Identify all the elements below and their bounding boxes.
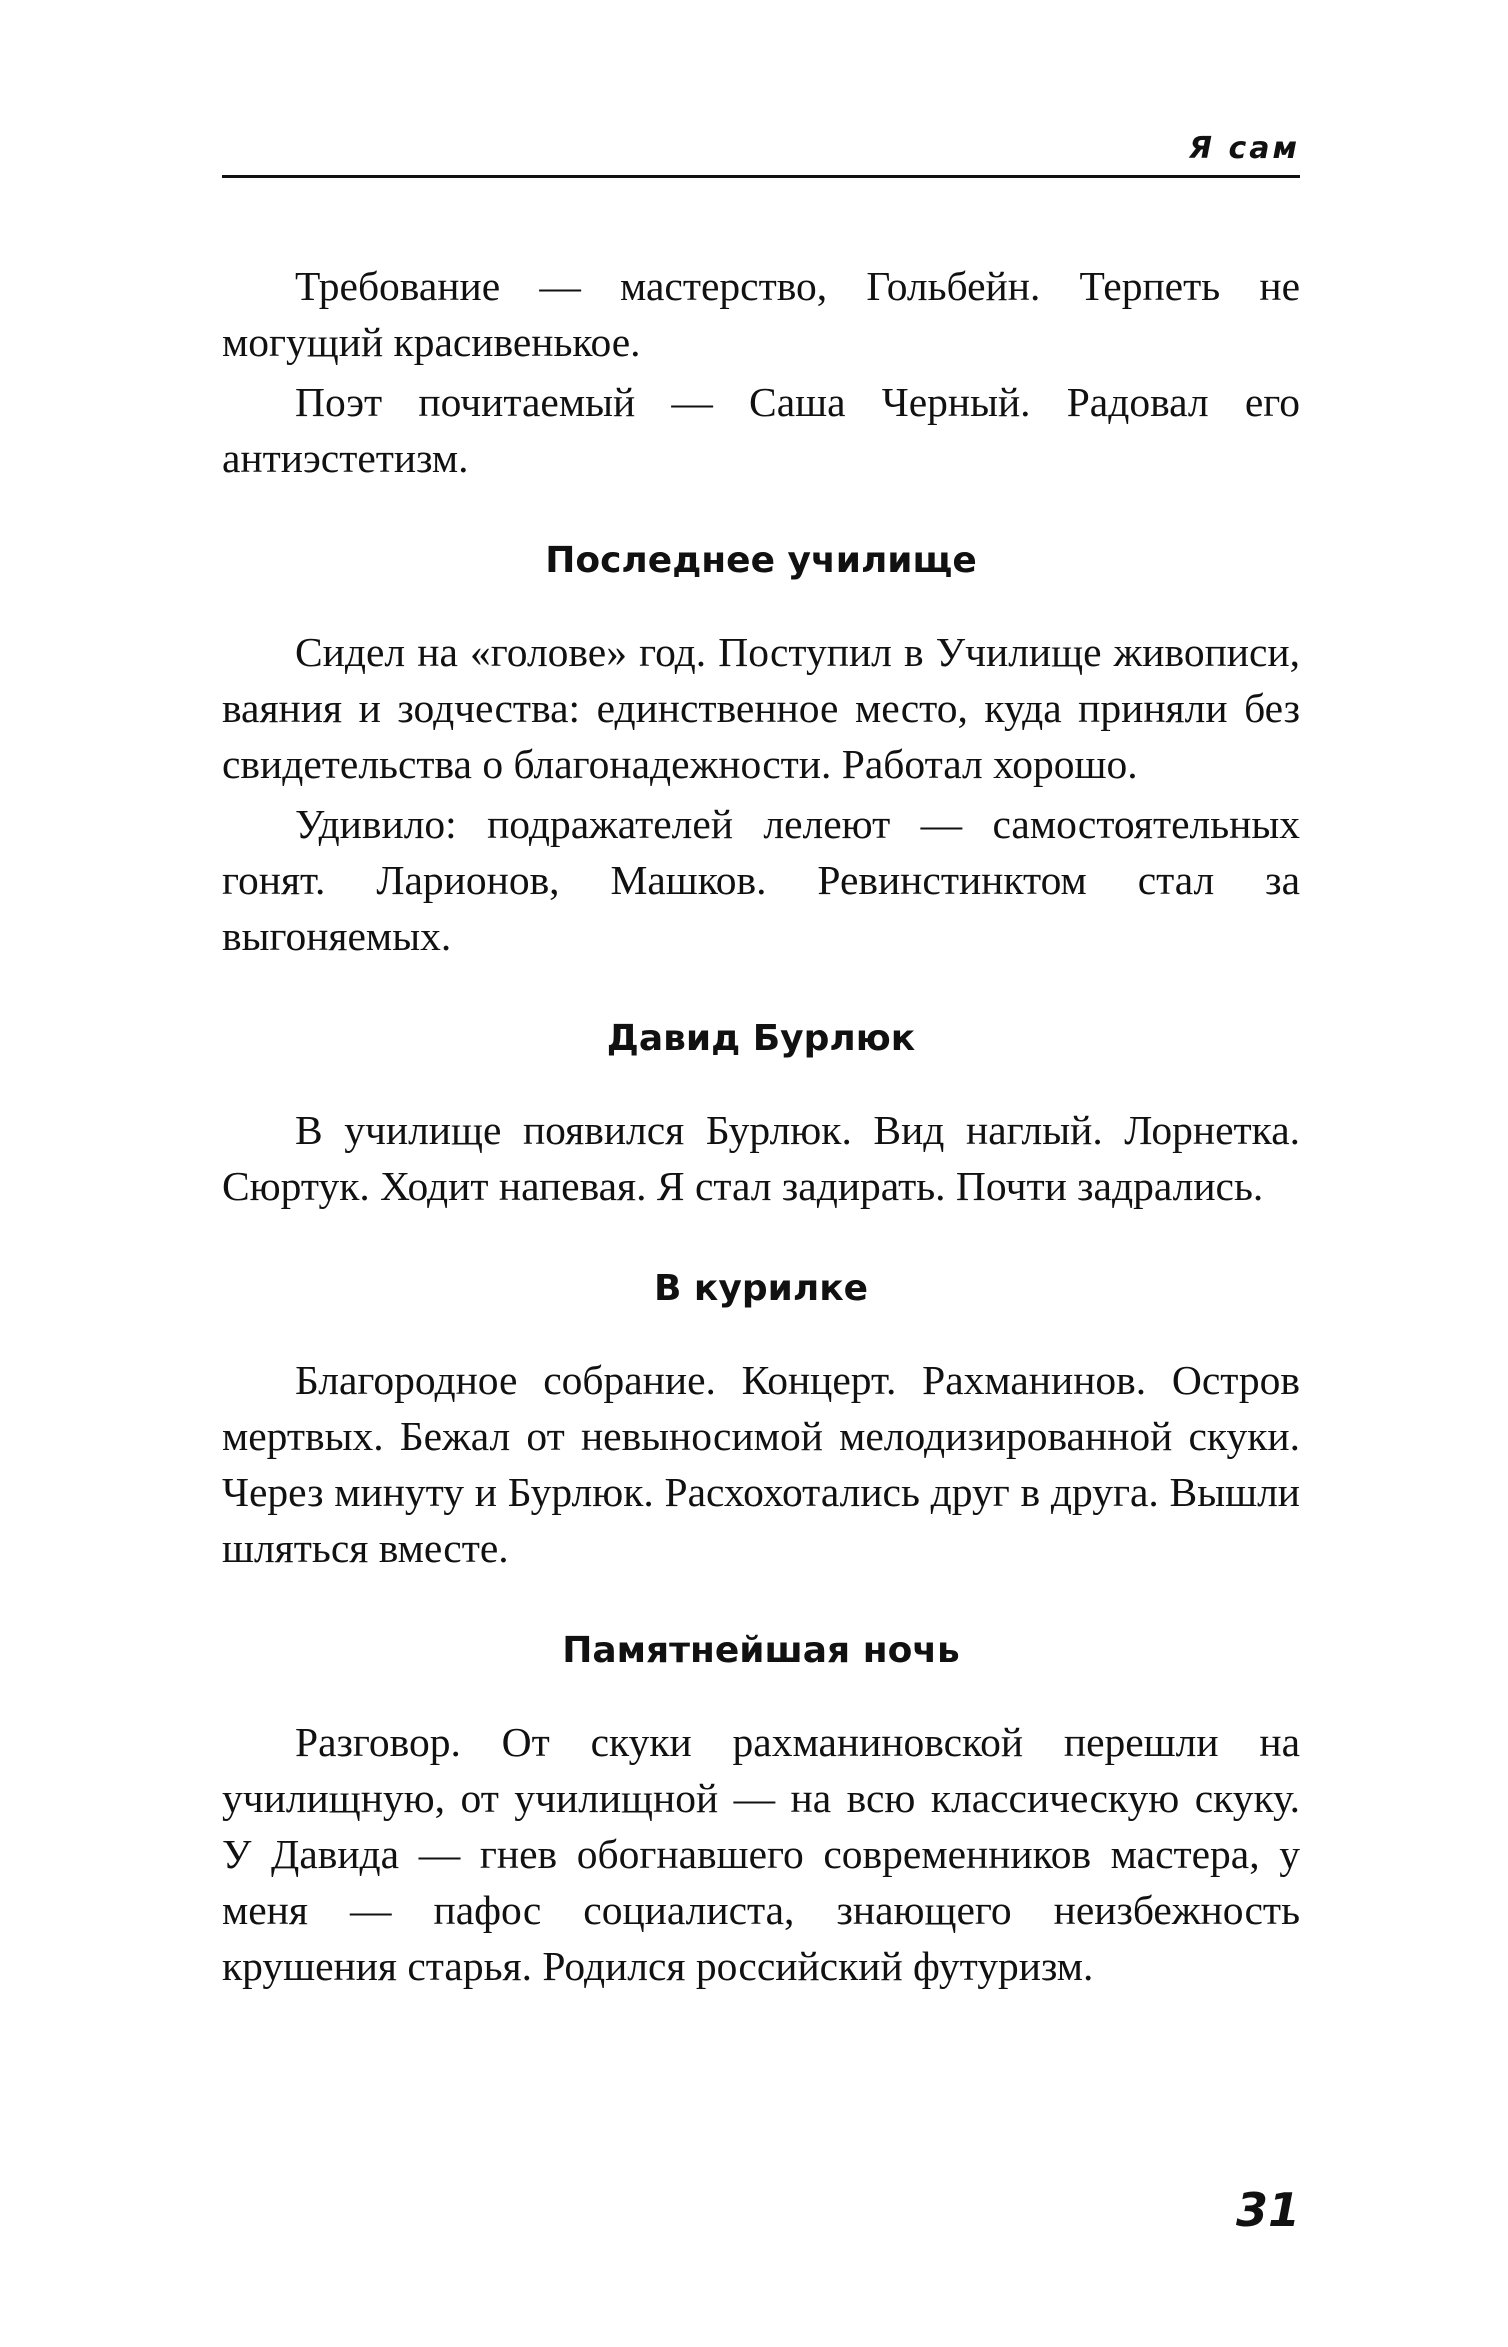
section-heading: Памятнейшая ночь: [562, 1630, 960, 1671]
paragraph: Поэт почитаемый — Саша Черный. Радовал его антиэстетизм.: [222, 379, 1300, 481]
running-head: [222, 125, 1300, 178]
section-heading: В курилке: [653, 1268, 869, 1309]
paragraph: Разговор. От скуки рахманиновской перешли на училищную, от училищной — на всю классическую скуку. У Давида — гнев обогнавшего современников мастера, у меня — пафос социалиста, знающего неизбежность крушения старья. Родился российский футуризм.: [222, 1719, 1300, 1989]
paragraph: Требование — мастерство, Гольбейн. Терпеть не могущий красивенькое.: [222, 263, 1300, 365]
section-heading: Давид Бурлюк: [606, 1018, 916, 1059]
page-body: [222, 258, 1300, 1994]
running-head-title: Я сам: [1188, 131, 1300, 166]
paragraph: В училище появился Бурлюк. Вид наглый. Лорнетка. Сюртук. Ходит напевая. Я стал задирать. Почти задрались.: [222, 1107, 1300, 1209]
paragraph: Удивило: подражателей лелеют — самостоятельных гонят. Ларионов, Машков. Ревинстинктом стал за выгоняемых.: [222, 801, 1300, 959]
paragraph: Благородное собрание. Концерт. Рахманинов. Остров мертвых. Бежал от невыносимой мелодизированной скуки. Через минуту и Бурлюк. Расхохотались друг в друга. Вышли шляться вместе.: [222, 1357, 1300, 1571]
page-number: 31: [1235, 2183, 1300, 2237]
paragraph: Сидел на «голове» год. Поступил в Училище живописи, ваяния и зодчества: единственное место, куда приняли без свидетельства о благонадежности. Работал хорошо.: [222, 629, 1300, 787]
section-heading: Последнее училище: [545, 540, 977, 581]
book-page: [222, 0, 1300, 2347]
